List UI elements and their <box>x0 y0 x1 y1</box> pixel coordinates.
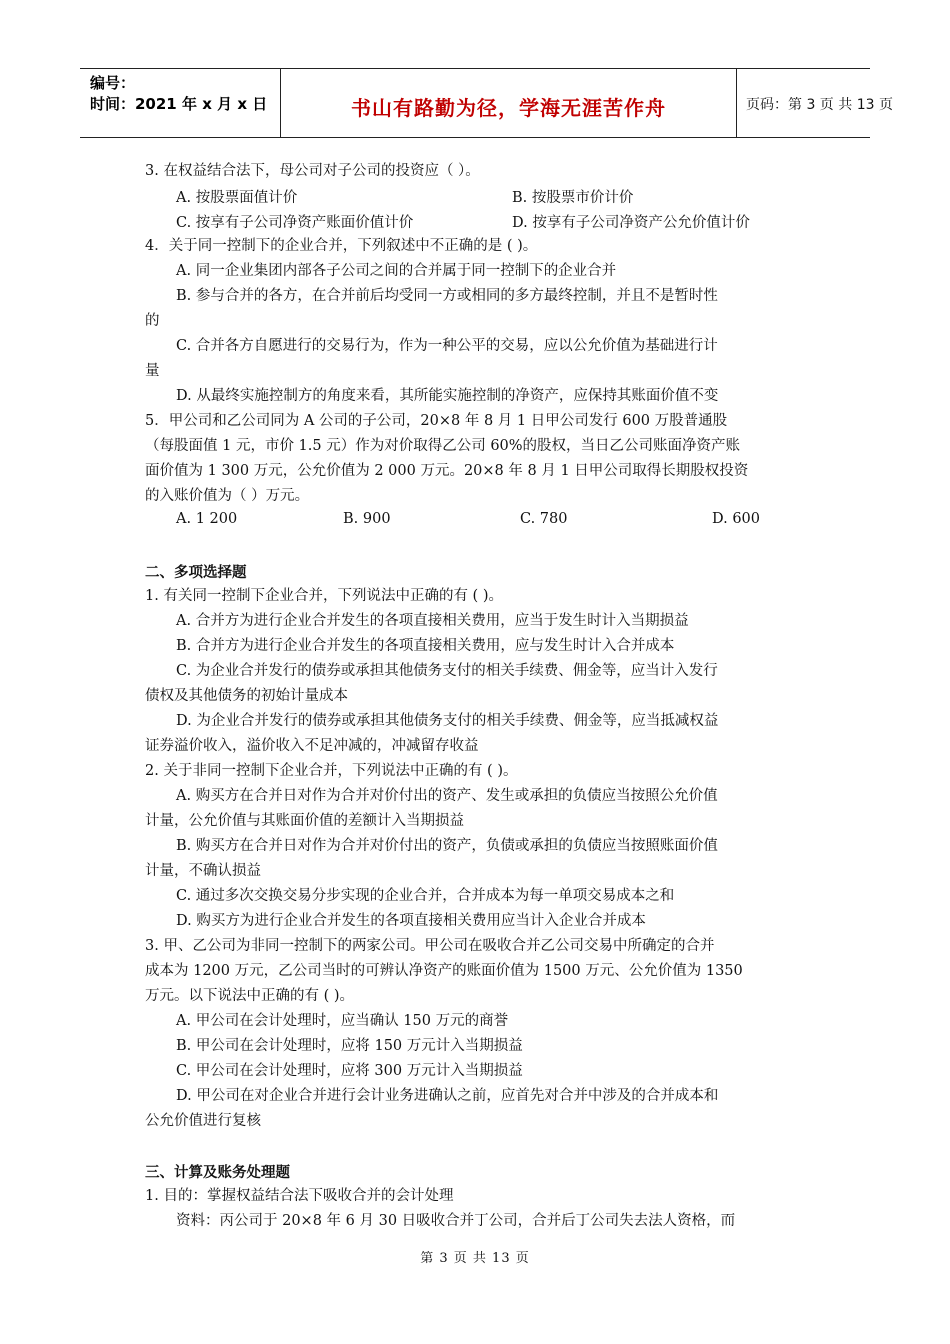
option: B. 900 <box>343 511 391 527</box>
question-stem: 1. 目的：掌握权益结合法下吸收合并的会计处理 <box>145 1188 454 1204</box>
option: A. 1 200 <box>176 511 238 527</box>
header-left-cell <box>80 69 280 137</box>
question-stem: 5．甲公司和乙公司同为 A 公司的子公司，20×8 年 8 月 1 日甲公司发行 600 万股普通股 <box>145 413 728 429</box>
option: D. 600 <box>712 511 761 527</box>
option: A. 合并方为进行企业合并发生的各项直接相关费用，应当于发生时计入当期损益 <box>176 613 689 629</box>
question-stem: 3. 甲、乙公司为非同一控制下的两家公司。甲公司在吸收合并乙公司交易中所确定的合并 <box>145 938 715 954</box>
question-stem: 1. 有关同一控制下企业合并，下列说法中正确的有 ( )。 <box>145 588 503 604</box>
page-label: 页码：第 3 页 共 13 页 <box>746 97 893 113</box>
section-title: 三、计算及账务处理题 <box>145 1165 290 1181</box>
document-header <box>80 68 893 138</box>
page-footer: 第 3 页 共 13 页 <box>420 1251 530 1266</box>
question-stem-line: （每股面值 1 元，市价 1.5 元）作为对价取得乙公司 60%的股权，当日乙公司账面净资产账 <box>145 438 741 454</box>
question-stem-line: 面价值为 1 300 万元，公允价值为 2 000 万元。20×8 年 8 月 1 日甲公司取得长期股权投资 <box>145 463 749 479</box>
option: A. 同一企业集团内部各子公司之间的合并属于同一控制下的企业合并 <box>176 263 617 279</box>
section-title: 二、多项选择题 <box>145 565 247 581</box>
question-stem: 3. 在权益结合法下，母公司对子公司的投资应（ ）。 <box>145 163 480 179</box>
question-stem-line: 的入账价值为（ ）万元。 <box>145 488 310 504</box>
option-continuation: 计量，不确认损益 <box>145 863 261 879</box>
question-stem: 4．关于同一控制下的企业合并，下列叙述中不正确的是 ( )。 <box>145 238 538 254</box>
question-stem-line: 成本为 1200 万元，乙公司当时的可辨认净资产的账面价值为 1500 万元、公允价值为 1350 <box>145 963 743 979</box>
option: A. 甲公司在会计处理时，应当确认 150 万元的商誉 <box>176 1013 509 1029</box>
option: B. 参与合并的各方，在合并前后均受同一方或相同的多方最终控制，并且不是暂时性 <box>176 288 718 304</box>
option: B. 甲公司在会计处理时，应将 150 万元计入当期损益 <box>176 1038 523 1054</box>
time-label: 时间：2021 年 x 月 x 日 <box>90 95 268 113</box>
option: D. 按享有子公司净资产公允价值计价 <box>512 215 750 231</box>
question-stem-line: 万元。以下说法中正确的有 ( )。 <box>145 988 355 1004</box>
option: C. 通过多次交换交易分步实现的企业合并，合并成本为每一单项交易成本之和 <box>176 888 675 904</box>
option: B. 购买方在合并日对作为合并对价付出的资产，负债或承担的负债应当按照账面价值 <box>176 838 718 854</box>
header-right-cell <box>736 69 893 137</box>
option-continuation: 证券溢价收入，溢价收入不足冲减的，冲减留存收益 <box>145 738 479 754</box>
option: D. 从最终实施控制方的角度来看，其所能实施控制的净资产，应保持其账面价值不变 <box>176 388 719 404</box>
question-stem: 2. 关于非同一控制下企业合并，下列说法中正确的有 ( )。 <box>145 763 518 779</box>
option: C. 为企业合并发行的债券或承担其他债务支付的相关手续费、佣金等，应当计入发行 <box>176 663 718 679</box>
option: D. 为企业合并发行的债券或承担其他债务支付的相关手续费、佣金等，应当抵减权益 <box>176 713 719 729</box>
option: D. 甲公司在对企业合并进行会计业务进确认之前，应首先对合并中涉及的合并成本和 <box>176 1088 719 1104</box>
option: B. 合并方为进行企业合并发生的各项直接相关费用，应与发生时计入合并成本 <box>176 638 675 654</box>
option: B. 按股票市价计价 <box>512 190 634 206</box>
option: A. 购买方在合并日对作为合并对价付出的资产、发生或承担的负债应当按照公允价值 <box>176 788 718 804</box>
header-motto-cell <box>280 69 737 137</box>
option-continuation: 债权及其他债务的初始计量成本 <box>145 688 348 704</box>
option-continuation: 公允价值进行复核 <box>145 1113 261 1129</box>
motto: 书山有路勤为径，学海无涯苦作舟 <box>351 96 666 120</box>
option: C. 780 <box>520 511 568 527</box>
option-continuation: 的 <box>145 313 160 329</box>
option: C. 甲公司在会计处理时，应将 300 万元计入当期损益 <box>176 1063 523 1079</box>
option: C. 合并各方自愿进行的交易行为，作为一种公平的交易，应以公允价值为基础进行计 <box>176 338 718 354</box>
number-label: 编号： <box>90 74 136 92</box>
option-continuation: 计量，公允价值与其账面价值的差额计入当期损益 <box>145 813 464 829</box>
option: C. 按享有子公司净资产账面价值计价 <box>176 215 414 231</box>
option-continuation: 量 <box>145 363 160 379</box>
option: A. 按股票面值计价 <box>176 190 298 206</box>
question-stem-line: 资料：丙公司于 20×8 年 6 月 30 日吸收合并丁公司，合并后丁公司失去法人资格，而 <box>176 1213 736 1229</box>
option: D. 购买方为进行企业合并发生的各项直接相关费用应当计入企业合并成本 <box>176 913 646 929</box>
